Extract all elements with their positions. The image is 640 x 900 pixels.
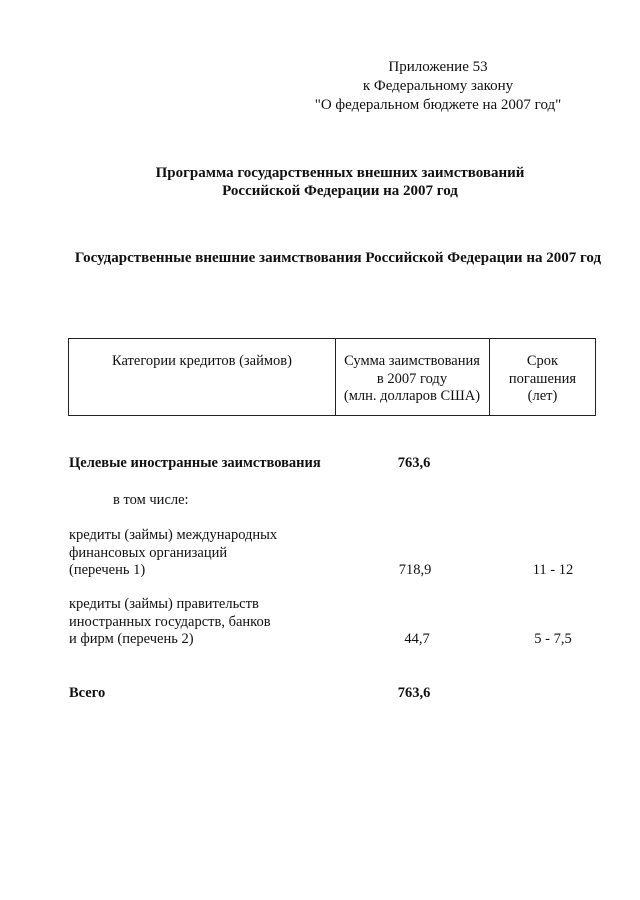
- row-total-label: Всего: [69, 685, 106, 701]
- table-header: [68, 338, 596, 416]
- header-amount-line-2: в 2007 году: [376, 370, 448, 387]
- row-foreign-govs-line-2: иностранных государств, банков: [69, 613, 271, 630]
- header-term-line-1: Срок: [526, 353, 559, 369]
- table-subtitle: Государственные внешние заимствования Российской Федерации на 2007 год: [74, 250, 602, 266]
- row-intl-orgs-line-1: кредиты (займы) международных: [69, 527, 278, 543]
- annex-header: [300, 58, 576, 115]
- row-intl-orgs-line-2: финансовых организаций: [69, 544, 228, 561]
- annex-law-ref: к Федеральному закону: [362, 78, 514, 94]
- header-categories-label: Категории кредитов (займов): [112, 353, 292, 369]
- row-foreign-govs-term: 5 - 7,5: [534, 631, 572, 647]
- annex-law-title: "О федеральном бюджете на 2007 год": [314, 97, 562, 113]
- row-foreign-govs-amount: 44,7: [404, 631, 430, 647]
- row-foreign-govs-line-3: и фирм (перечень 2): [69, 631, 194, 647]
- header-amount: [335, 339, 489, 415]
- header-term-line-2: погашения: [508, 370, 577, 387]
- row-intl-orgs-term: 11 - 12: [532, 562, 574, 578]
- header-term-line-3: (лет): [527, 388, 558, 404]
- row-including-label: в том числе:: [113, 492, 189, 508]
- row-total-amount: 763,6: [397, 685, 431, 701]
- row-targeted-label: Целевые иностранные заимствования: [69, 455, 321, 471]
- document-title: [60, 164, 620, 200]
- header-categories: [69, 339, 335, 415]
- row-foreign-govs-label: [69, 596, 271, 649]
- title-line-2: Российской Федерации на 2007 год: [222, 183, 458, 199]
- header-amount-line-3: (млн. долларов США): [343, 388, 481, 404]
- row-targeted-amount: 763,6: [397, 455, 431, 471]
- row-intl-orgs-label: [69, 527, 277, 580]
- header-term: [489, 339, 596, 415]
- row-foreign-govs-line-1: кредиты (займы) правительств: [69, 596, 259, 612]
- header-amount-line-1: Сумма заимствования: [344, 353, 480, 369]
- annex-number: Приложение 53: [388, 59, 488, 75]
- row-intl-orgs-amount: 718,9: [398, 562, 432, 578]
- title-line-1: Программа государственных внешних заимствований: [155, 165, 525, 181]
- row-intl-orgs-line-3: (перечень 1): [69, 562, 146, 578]
